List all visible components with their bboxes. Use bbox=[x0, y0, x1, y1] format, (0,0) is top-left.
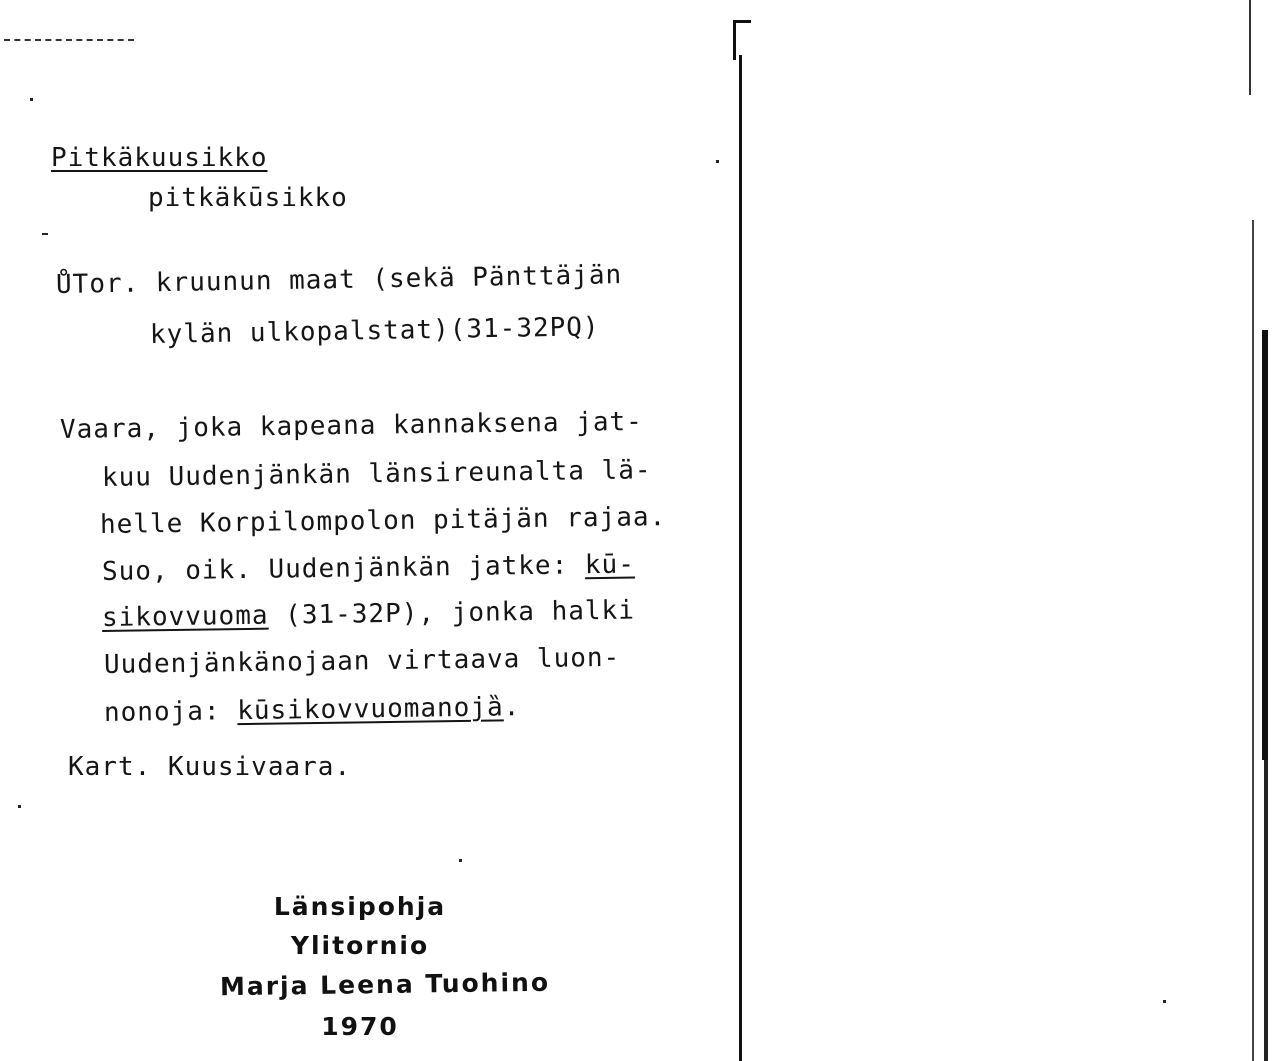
stamp-parish: Ylitornio bbox=[290, 931, 430, 960]
location-line-2: kylän ulkopalstat)(31-32PQ) bbox=[149, 312, 600, 350]
speck bbox=[716, 160, 719, 163]
stamp-region: Länsipohja bbox=[273, 892, 447, 921]
term-kusikovvuomanoja: kūsikovvuomanojȁ bbox=[237, 692, 504, 727]
speck bbox=[42, 233, 48, 235]
stamp-year: 1970 bbox=[321, 1012, 399, 1041]
description-line-5 bbox=[102, 596, 635, 633]
description-line-4 bbox=[102, 550, 635, 587]
card-divider bbox=[739, 55, 742, 1061]
right-edge-line bbox=[1252, 220, 1254, 1061]
map-note: Kart. Kuusivaara. bbox=[68, 752, 352, 782]
description-line-4-text: Suo, oik. Uudenjänkän jatke: bbox=[101, 550, 586, 587]
right-edge-shadow bbox=[1262, 330, 1268, 760]
description-line-7-end: . bbox=[503, 692, 521, 723]
speck bbox=[459, 859, 462, 862]
right-edge-shadow-lower bbox=[1264, 760, 1268, 1061]
term-kusikovvuoma-start: kū- bbox=[584, 549, 636, 581]
location-line-1: ŮTor. kruunun maat (sekä Pänttäjän bbox=[55, 260, 623, 300]
card-edge-line bbox=[733, 20, 736, 60]
description-line-1: Vaara, joka kapeana kannaksena jat- bbox=[59, 406, 644, 445]
speck bbox=[18, 805, 21, 808]
stamp-collector: Marja Leena Tuohino bbox=[219, 967, 551, 1002]
speck bbox=[30, 98, 33, 101]
description-line-3: helle Korpilompolon pitäjän rajaa. bbox=[99, 502, 667, 540]
right-edge-mark bbox=[1249, 0, 1251, 95]
description-line-5-text: (31-32P), jonka halki bbox=[268, 595, 636, 631]
top-dash-mark bbox=[4, 39, 134, 41]
description-line-7-text: nonoja: bbox=[103, 696, 238, 728]
description-line-6: Uudenjänkänojaan virtaava luon- bbox=[103, 642, 621, 680]
pronunciation: pitkäkūsikko bbox=[148, 183, 348, 213]
entry-heading: Pitkäkuusikko bbox=[51, 143, 268, 173]
description-line-7 bbox=[104, 692, 521, 728]
description-line-2: kuu Uudenjänkän länsireunalta lä- bbox=[101, 455, 652, 493]
term-kusikovvuoma-end: sikovvuoma bbox=[101, 600, 269, 633]
speck bbox=[1163, 1000, 1166, 1003]
